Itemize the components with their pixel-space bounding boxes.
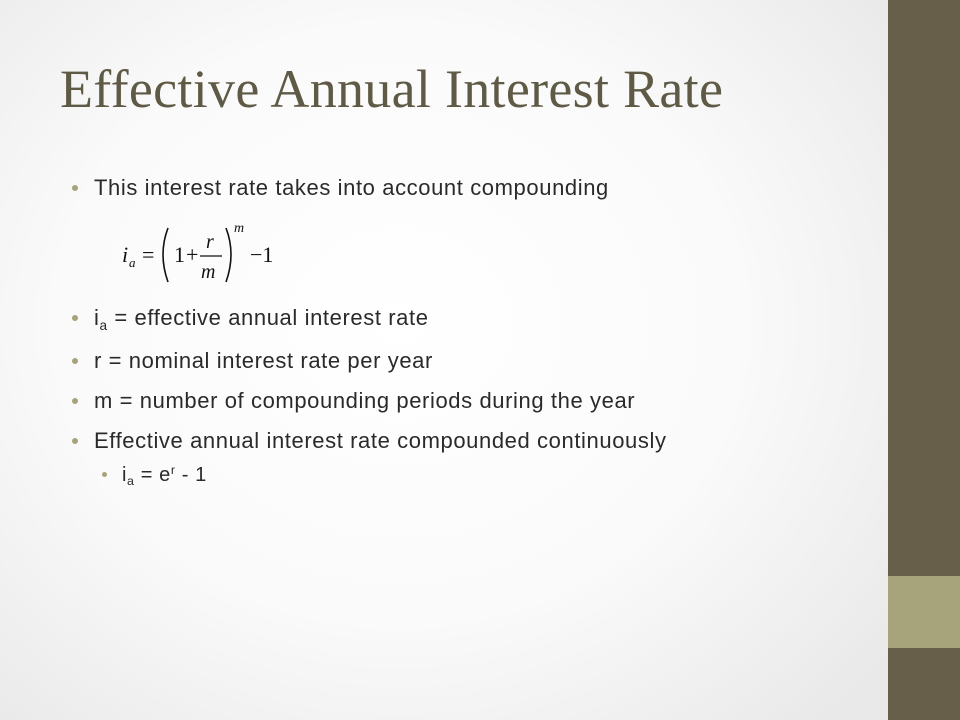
bullet-continuous: Effective annual interest rate compounded continuously [72, 425, 872, 457]
def-ia-sub: a [99, 317, 108, 333]
formula-exponent: m [234, 221, 245, 236]
cont-sub: a [127, 474, 135, 489]
bullet-continuous-formula [72, 459, 872, 493]
sidebar-accent-square [888, 576, 960, 648]
formula-equals: = [142, 242, 155, 267]
def-ia-var: i [94, 305, 100, 330]
bullet-def-m: m = number of compounding periods during the year [72, 385, 872, 417]
cont-sup: r [170, 462, 176, 477]
formula-graphic [102, 210, 302, 290]
formula-lhs-var: i [122, 242, 129, 267]
cont-var: i [122, 464, 128, 486]
formula-numerator: r [206, 231, 214, 253]
formula-one: 1 [174, 242, 185, 267]
cont-tail: - 1 [175, 464, 207, 486]
bullet-list [72, 172, 872, 493]
bullet-def-r: r = nominal interest rate per year [72, 345, 872, 377]
formula-effective-rate [102, 210, 872, 290]
formula-right-paren [226, 228, 231, 282]
bullet-def-ia [72, 302, 872, 337]
cont-mid: = e [134, 464, 171, 486]
formula-lhs-sub: a [129, 255, 136, 270]
slide-title: Effective Annual Interest Rate [60, 59, 724, 119]
formula-denominator: m [201, 261, 216, 283]
bullet-compounding: This interest rate takes into account compounding [72, 172, 872, 204]
formula-left-paren [163, 228, 168, 282]
formula-plus: + [186, 242, 199, 267]
def-ia-text: = effective annual interest rate [107, 305, 429, 330]
formula-minus-one: −1 [250, 242, 274, 267]
